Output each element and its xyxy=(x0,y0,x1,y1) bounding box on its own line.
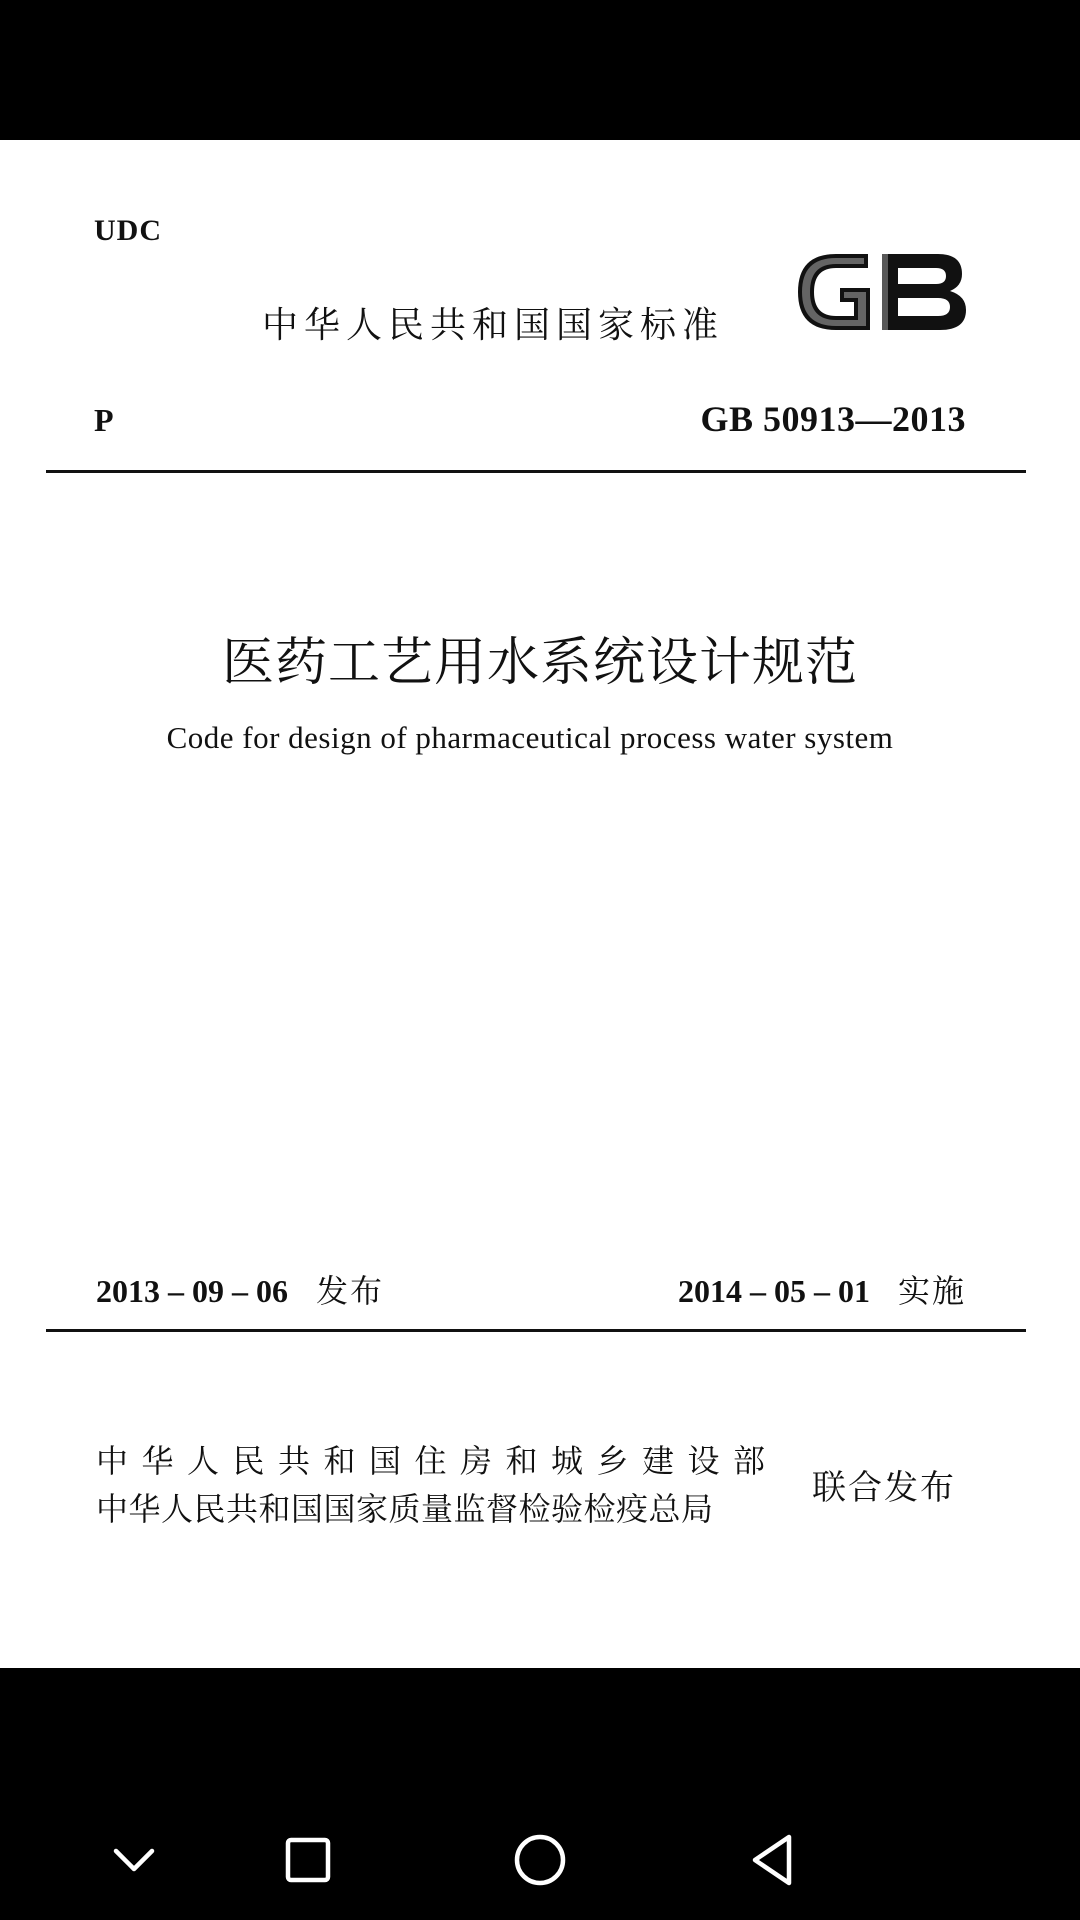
square-recents-icon xyxy=(283,1835,333,1885)
issue-date-group xyxy=(96,1266,384,1312)
implement-date: 2014 – 05 – 01 xyxy=(677,1273,870,1309)
gb-logo xyxy=(790,244,970,340)
navigation-bar xyxy=(0,1668,1080,1920)
publisher-quality-inspection: 中华人民共和国国家质量监督检验检疫总局 xyxy=(96,1490,714,1528)
status-bar-area xyxy=(0,0,1080,140)
nav-home-button[interactable] xyxy=(508,1828,572,1892)
nav-hide-button[interactable] xyxy=(102,1828,166,1892)
triangle-back-icon xyxy=(747,1832,797,1888)
nav-recents-button[interactable] xyxy=(276,1828,340,1892)
document-page xyxy=(0,140,1080,1668)
joint-publish-label: 联合发布 xyxy=(812,1468,956,1508)
issue-date: 2013 – 09 – 06 xyxy=(96,1273,288,1309)
implement-label: 实施 xyxy=(897,1272,966,1310)
publisher-ministry-housing: 中华人民共和国住房和城乡建设部 xyxy=(96,1442,779,1480)
implement-date-group xyxy=(678,1266,966,1312)
national-standard-label: 中华人民共和国国家标准 xyxy=(262,305,725,346)
title-english: Code for design of pharmaceutical process water system xyxy=(166,720,894,755)
chevron-down-icon xyxy=(112,1845,156,1875)
issue-label: 发布 xyxy=(316,1272,385,1310)
udc-label: UDC xyxy=(94,214,162,247)
standard-number: GB 50913—2013 xyxy=(700,399,966,439)
classification-code: P xyxy=(94,402,114,438)
circle-home-icon xyxy=(512,1832,568,1888)
nav-back-button[interactable] xyxy=(740,1828,804,1892)
bottom-divider xyxy=(46,1329,1026,1332)
top-divider xyxy=(46,470,1026,473)
title-chinese: 医药工艺用水系统设计规范 xyxy=(221,633,858,693)
